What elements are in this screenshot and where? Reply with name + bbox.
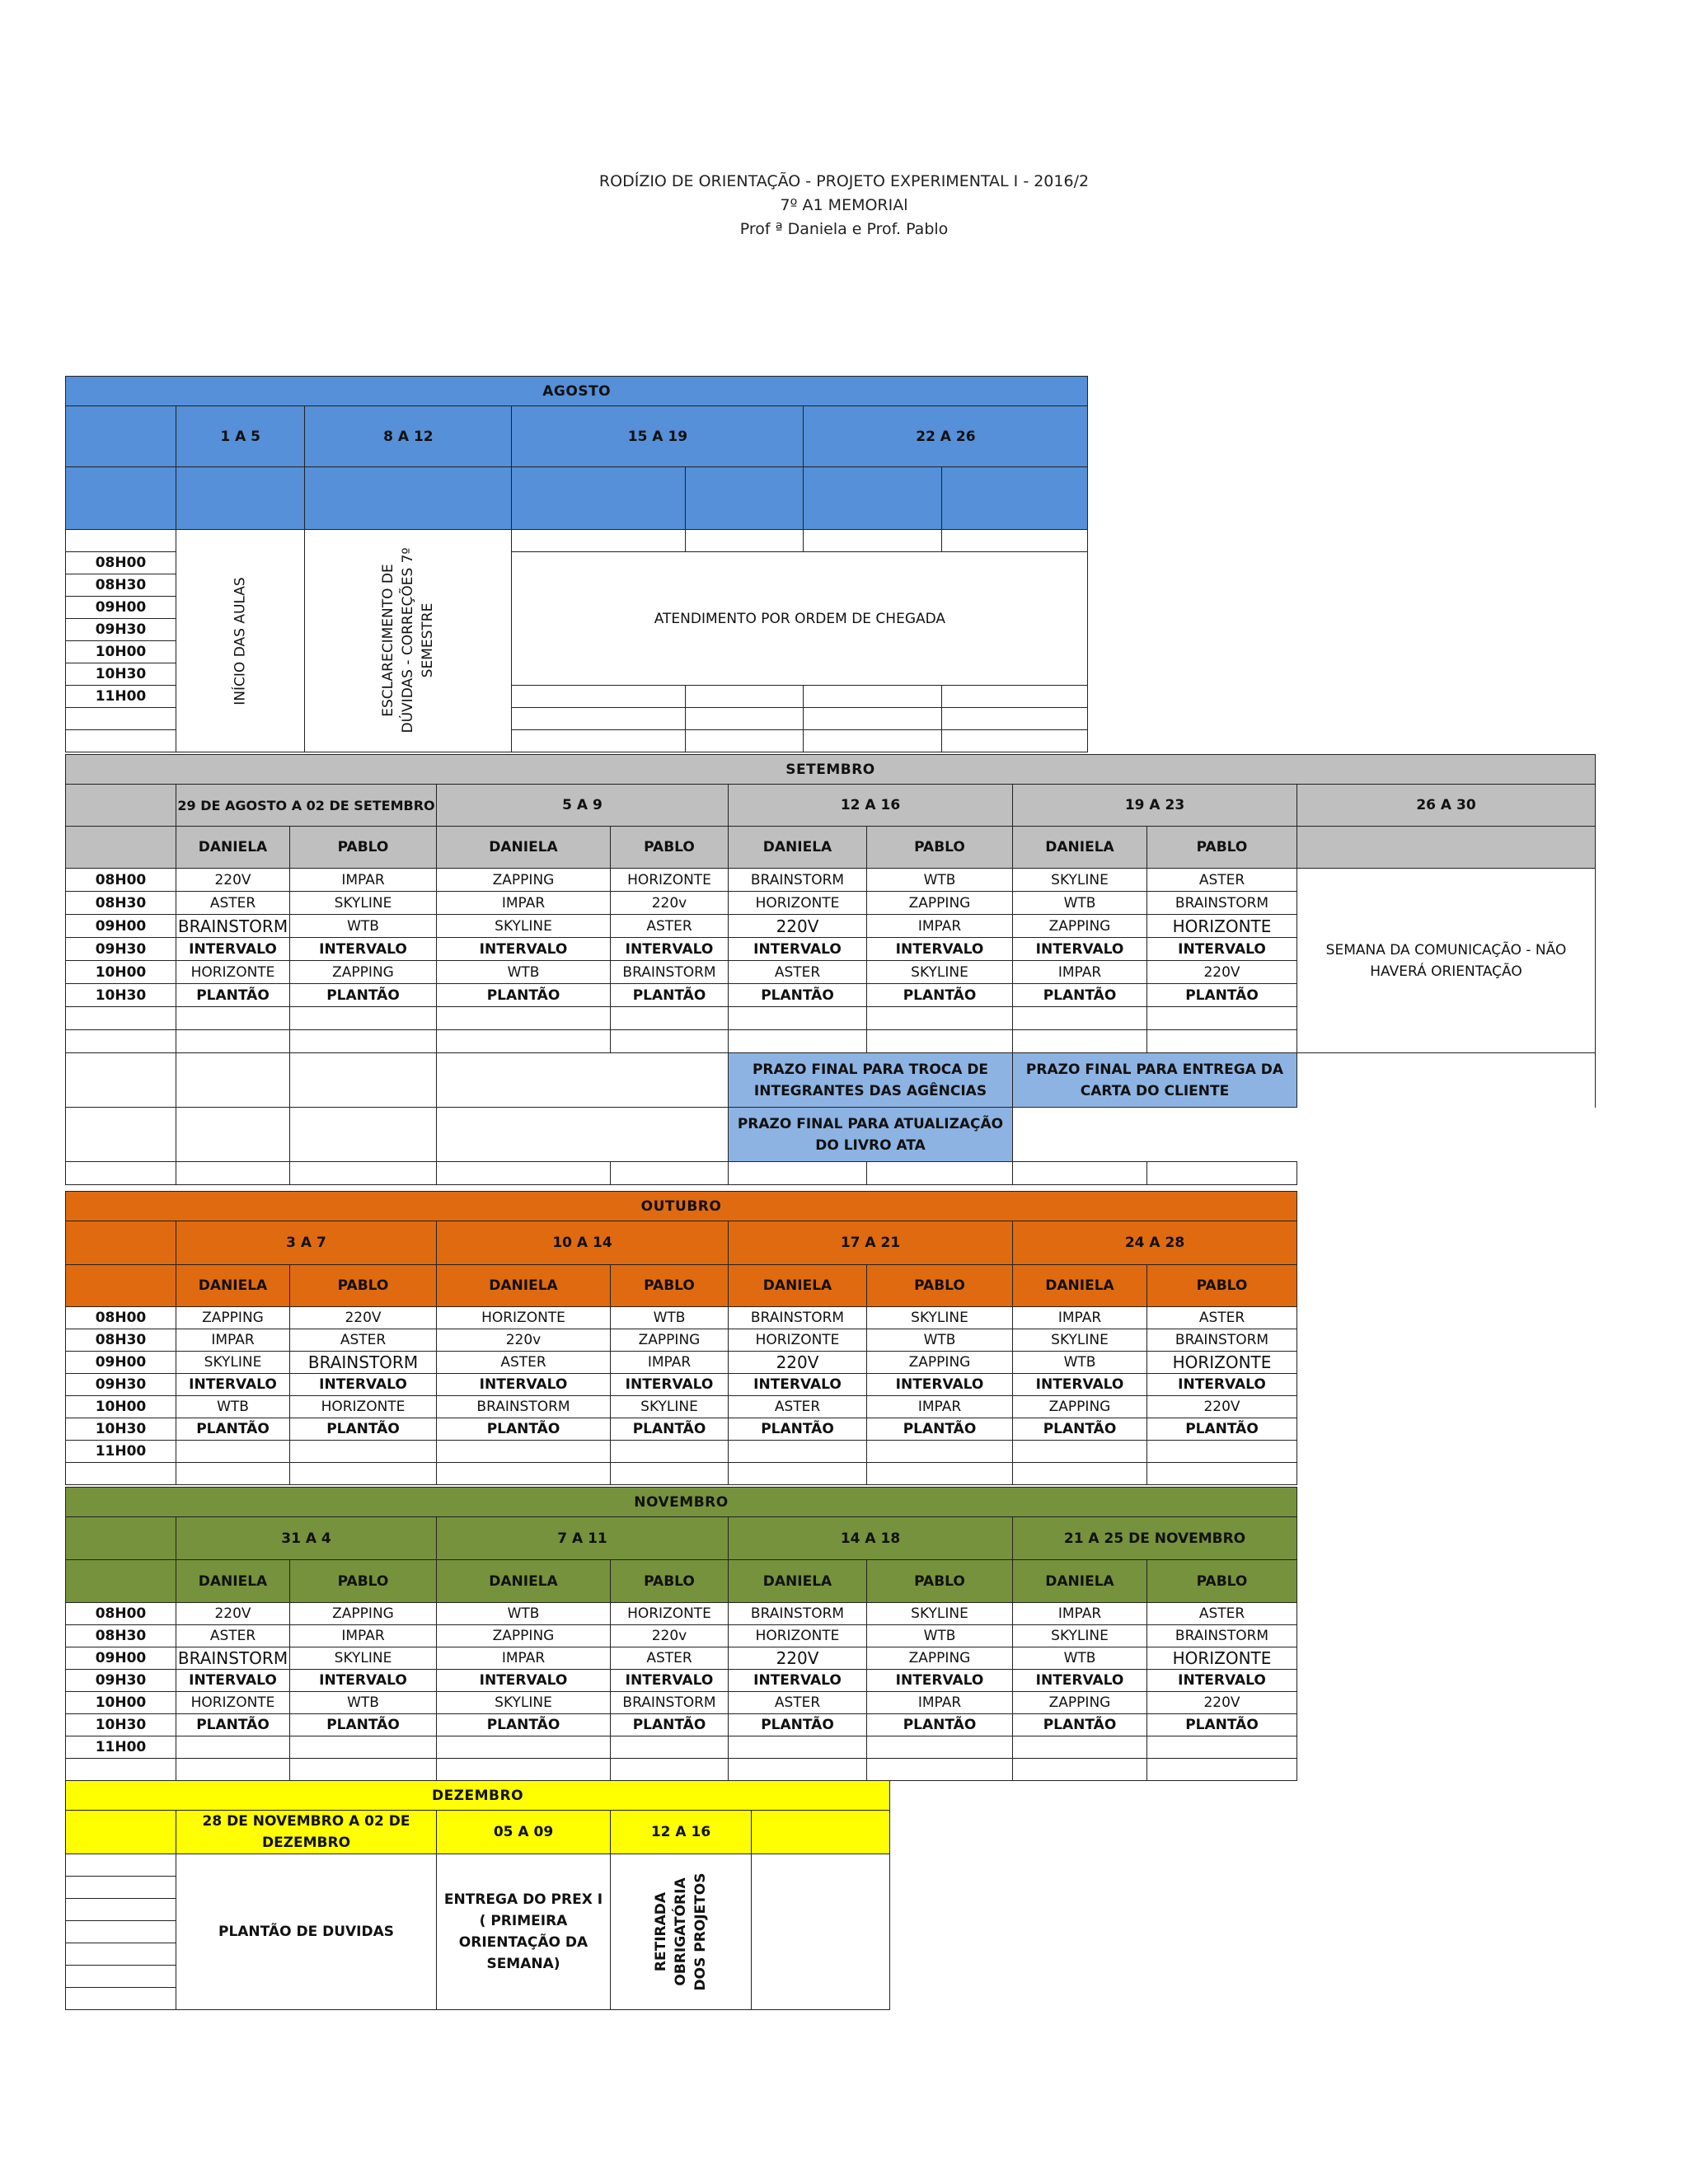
time-label: 10H00 xyxy=(66,1396,176,1418)
dezembro-month-title: DEZEMBRO xyxy=(66,1781,890,1811)
plantao-duvidas: PLANTÃO DE DUVIDAS xyxy=(176,1854,437,2010)
schedule-cell: IMPAR xyxy=(611,1352,729,1374)
schedule-cell: INTERVALO xyxy=(611,1374,729,1396)
schedule-cell: 220V xyxy=(1147,1692,1297,1714)
prof-header: PABLO xyxy=(867,827,1013,869)
novembro-month-title: NOVEMBRO xyxy=(66,1488,1297,1517)
prof-header: DANIELA xyxy=(1013,1560,1147,1603)
prof-header: DANIELA xyxy=(729,1560,867,1603)
schedule-cell: SKYLINE xyxy=(437,915,611,938)
prof-header: PABLO xyxy=(1147,1560,1297,1603)
class-name: 7º A1 MEMORIAl xyxy=(780,196,908,214)
schedule-cell: ZAPPING xyxy=(437,1625,611,1647)
schedule-cell: ZAPPING xyxy=(437,869,611,892)
prof-header: PABLO xyxy=(1147,827,1297,869)
schedule-cell: WTB xyxy=(867,869,1013,892)
schedule-cell: BRAINSTORM xyxy=(729,1603,867,1625)
semana-comunicacao: SEMANA DA COMUNICAÇÃO - NÃO HAVERÁ ORIENTAÇÃO xyxy=(1297,869,1596,1053)
schedule-cell: ASTER xyxy=(1147,869,1297,892)
schedule-cell: PLANTÃO xyxy=(729,984,867,1007)
schedule-cell: 220V xyxy=(290,1307,437,1329)
dezembro-week-2: 05 A 09 xyxy=(437,1811,611,1854)
time-label: 10H00 xyxy=(66,641,176,663)
outubro-table xyxy=(65,1191,1297,1485)
schedule-cell: BRAINSTORM xyxy=(437,1396,611,1418)
schedule-cell: WTB xyxy=(1013,1647,1147,1670)
schedule-cell: ZAPPING xyxy=(1013,915,1147,938)
schedule-cell: ASTER xyxy=(729,1692,867,1714)
schedule-cell: ZAPPING xyxy=(290,961,437,984)
novembro-table xyxy=(65,1487,1297,1781)
schedule-cell: ASTER xyxy=(437,1352,611,1374)
atendimento-cell xyxy=(512,552,1088,686)
schedule-cell: HORIZONTE xyxy=(437,1307,611,1329)
schedule-cell: PLANTÃO xyxy=(729,1714,867,1736)
schedule-cell: PLANTÃO xyxy=(867,1418,1013,1441)
schedule-cell: HORIZONTE xyxy=(176,1692,290,1714)
schedule-cell: 220V xyxy=(1147,961,1297,984)
time-label: 10H30 xyxy=(66,984,176,1007)
schedule-cell: WTB xyxy=(176,1396,290,1418)
schedule-cell: HORIZONTE xyxy=(1147,1352,1297,1374)
schedule-cell: INTERVALO xyxy=(729,938,867,961)
schedule-cell: PLANTÃO xyxy=(867,984,1013,1007)
schedule-cell: HORIZONTE xyxy=(1147,915,1297,938)
schedule-cell: HORIZONTE xyxy=(290,1396,437,1418)
schedule-cell: SKYLINE xyxy=(867,1603,1013,1625)
prof-header: PABLO xyxy=(290,1265,437,1307)
schedule-cell: HORIZONTE xyxy=(611,1603,729,1625)
outubro-week-1: 3 A 7 xyxy=(176,1221,437,1265)
schedule-cell: ASTER xyxy=(611,1647,729,1670)
time-label: 09H30 xyxy=(66,1670,176,1692)
novembro-week-3: 14 A 18 xyxy=(729,1517,1013,1560)
document-header xyxy=(0,170,1688,241)
schedule-cell: PLANTÃO xyxy=(611,1418,729,1441)
schedule-cell: ASTER xyxy=(176,1625,290,1647)
schedule-cell: IMPAR xyxy=(437,892,611,915)
schedule-cell: PLANTÃO xyxy=(1013,1418,1147,1441)
document-title: RODÍZIO DE ORIENTAÇÃO - PROJETO EXPERIMENTAL I - 2016/2 xyxy=(598,172,1090,190)
schedule-cell: PLANTÃO xyxy=(437,984,611,1007)
schedule-cell: ZAPPING xyxy=(611,1329,729,1352)
time-label: 09H00 xyxy=(66,1352,176,1374)
schedule-cell: ASTER xyxy=(1147,1307,1297,1329)
schedule-cell: INTERVALO xyxy=(1013,1374,1147,1396)
prof-header: DANIELA xyxy=(1013,1265,1147,1307)
schedule-cell: PLANTÃO xyxy=(611,984,729,1007)
schedule-cell: WTB xyxy=(290,1692,437,1714)
dezembro-table xyxy=(65,1780,890,2010)
schedule-cell: WTB xyxy=(1013,892,1147,915)
setembro-week-5: 26 A 30 xyxy=(1297,785,1596,827)
schedule-cell: SKYLINE xyxy=(611,1396,729,1418)
time-label: 11H00 xyxy=(66,686,176,708)
retirada-cell xyxy=(611,1854,752,2010)
outubro-month-title: OUTUBRO xyxy=(66,1192,1297,1221)
time-label: 09H30 xyxy=(66,1374,176,1396)
table-row xyxy=(66,1603,1297,1625)
schedule-cell: PLANTÃO xyxy=(176,1418,290,1441)
novembro-week-1: 31 A 4 xyxy=(176,1517,437,1560)
schedule-cell: INTERVALO xyxy=(176,1374,290,1396)
schedule-cell: 220v xyxy=(437,1329,611,1352)
schedule-cell: ZAPPING xyxy=(1013,1396,1147,1418)
schedule-cell: PLANTÃO xyxy=(1013,1714,1147,1736)
schedule-cell: ZAPPING xyxy=(290,1603,437,1625)
schedule-cell: SKYLINE xyxy=(1013,1625,1147,1647)
prof-header: PABLO xyxy=(867,1560,1013,1603)
schedule-cell: WTB xyxy=(611,1307,729,1329)
prazo-carta-cliente: PRAZO FINAL PARA ENTREGA DA CARTA DO CLIENTE xyxy=(1013,1053,1297,1108)
schedule-cell: BRAINSTORM xyxy=(729,1307,867,1329)
schedule-cell: ASTER xyxy=(1147,1603,1297,1625)
schedule-cell: SKYLINE xyxy=(1013,869,1147,892)
schedule-cell: INTERVALO xyxy=(867,1670,1013,1692)
prof-header: PABLO xyxy=(611,1265,729,1307)
prof-header: PABLO xyxy=(1147,1265,1297,1307)
table-row xyxy=(66,1670,1297,1692)
time-label: 10H30 xyxy=(66,663,176,686)
schedule-cell: BRAINSTORM xyxy=(611,961,729,984)
setembro-week-3: 12 A 16 xyxy=(729,785,1013,827)
schedule-cell: PLANTÃO xyxy=(290,1418,437,1441)
schedule-cell: PLANTÃO xyxy=(1013,984,1147,1007)
schedule-cell: 220v xyxy=(611,892,729,915)
prazo-troca-integrantes: PRAZO FINAL PARA TROCA DE INTEGRANTES DAS AGÊNCIAS xyxy=(729,1053,1013,1108)
table-row xyxy=(66,1692,1297,1714)
dezembro-week-1: 28 DE NOVEMBRO A 02 DE DEZEMBRO xyxy=(176,1811,437,1854)
schedule-cell: ASTER xyxy=(611,915,729,938)
schedule-cell: WTB xyxy=(437,1603,611,1625)
schedule-cell: BRAINSTORM xyxy=(290,1352,437,1374)
schedule-cell: IMPAR xyxy=(176,1329,290,1352)
schedule-cell: PLANTÃO xyxy=(290,984,437,1007)
schedule-cell: BRAINSTORM xyxy=(1147,1329,1297,1352)
time-label: 09H00 xyxy=(66,1647,176,1670)
schedule-cell: ASTER xyxy=(729,961,867,984)
professors: Prof ª Daniela e Prof. Pablo xyxy=(739,220,949,238)
schedule-cell: INTERVALO xyxy=(290,1670,437,1692)
time-label: 08H30 xyxy=(66,1625,176,1647)
schedule-cell: INTERVALO xyxy=(1147,938,1297,961)
prof-header: DANIELA xyxy=(729,1265,867,1307)
time-label: 10H00 xyxy=(66,1692,176,1714)
prof-header: PABLO xyxy=(611,827,729,869)
schedule-cell: BRAINSTORM xyxy=(1147,1625,1297,1647)
schedule-cell: INTERVALO xyxy=(1013,938,1147,961)
outubro-week-2: 10 A 14 xyxy=(437,1221,729,1265)
novembro-week-4: 21 A 25 DE NOVEMBRO xyxy=(1013,1517,1297,1560)
time-label: 10H30 xyxy=(66,1418,176,1441)
schedule-cell: WTB xyxy=(867,1329,1013,1352)
time-label: 08H30 xyxy=(66,1329,176,1352)
schedule-cell: INTERVALO xyxy=(437,938,611,961)
agosto-week-3: 15 A 19 xyxy=(512,406,804,467)
schedule-cell: 220V xyxy=(729,1352,867,1374)
time-label: 09H30 xyxy=(66,619,176,641)
schedule-cell: BRAINSTORM xyxy=(176,915,290,938)
setembro-table xyxy=(65,754,1596,1185)
schedule-cell: 220V xyxy=(1147,1396,1297,1418)
prof-header: DANIELA xyxy=(437,1265,611,1307)
schedule-cell: 220V xyxy=(176,869,290,892)
schedule-cell: WTB xyxy=(1013,1352,1147,1374)
prof-header: DANIELA xyxy=(729,827,867,869)
agosto-month-title: AGOSTO xyxy=(66,377,1088,406)
time-label: 09H00 xyxy=(66,597,176,619)
schedule-cell: INTERVALO xyxy=(1147,1374,1297,1396)
schedule-cell: INTERVALO xyxy=(867,1374,1013,1396)
esclarecimento-duvidas: ESCLARECIMENTO DE DÚVIDAS - CORREÇÕES 7º SEMESTRE xyxy=(380,547,437,733)
table-row xyxy=(66,1374,1297,1396)
schedule-cell: SKYLINE xyxy=(290,1647,437,1670)
schedule-cell: ZAPPING xyxy=(1013,1692,1147,1714)
schedule-cell: PLANTÃO xyxy=(611,1714,729,1736)
schedule-cell: 220V xyxy=(729,1647,867,1670)
schedule-cell: 220V xyxy=(729,915,867,938)
schedule-cell: HORIZONTE xyxy=(176,961,290,984)
schedule-cell: SKYLINE xyxy=(867,961,1013,984)
prof-header: DANIELA xyxy=(176,1560,290,1603)
agosto-table xyxy=(65,376,1088,752)
schedule-cell: SKYLINE xyxy=(290,892,437,915)
table-row xyxy=(66,1714,1297,1736)
schedule-cell: INTERVALO xyxy=(290,938,437,961)
schedule-cell: INTERVALO xyxy=(437,1374,611,1396)
schedule-cell: IMPAR xyxy=(867,915,1013,938)
schedule-cell: BRAINSTORM xyxy=(176,1647,290,1670)
table-row xyxy=(66,1307,1297,1329)
schedule-cell: ASTER xyxy=(729,1396,867,1418)
time-label: 08H00 xyxy=(66,869,176,892)
schedule-cell: HORIZONTE xyxy=(1147,1647,1297,1670)
time-label: 08H30 xyxy=(66,574,176,597)
schedule-cell: SKYLINE xyxy=(1013,1329,1147,1352)
schedule-cell: IMPAR xyxy=(867,1692,1013,1714)
prof-header: DANIELA xyxy=(176,827,290,869)
schedule-cell: ASTER xyxy=(176,892,290,915)
schedule-cell: INTERVALO xyxy=(437,1670,611,1692)
schedule-cell: IMPAR xyxy=(867,1396,1013,1418)
setembro-month-title: SETEMBRO xyxy=(66,755,1596,785)
schedule-cell: HORIZONTE xyxy=(729,1625,867,1647)
setembro-week-2: 5 A 9 xyxy=(437,785,729,827)
time-label: 08H30 xyxy=(66,892,176,915)
schedule-cell: INTERVALO xyxy=(867,938,1013,961)
time-label: 11H00 xyxy=(66,1736,176,1759)
table-row xyxy=(66,1418,1297,1441)
schedule-cell: ASTER xyxy=(290,1329,437,1352)
schedule-cell: INTERVALO xyxy=(611,1670,729,1692)
prof-header: PABLO xyxy=(290,1560,437,1603)
schedule-cell: ZAPPING xyxy=(867,892,1013,915)
outubro-week-3: 17 A 21 xyxy=(729,1221,1013,1265)
table-row xyxy=(66,1352,1297,1374)
schedule-cell: ZAPPING xyxy=(176,1307,290,1329)
schedule-cell: INTERVALO xyxy=(729,1374,867,1396)
schedule-cell: PLANTÃO xyxy=(290,1714,437,1736)
schedule-cell: ZAPPING xyxy=(867,1352,1013,1374)
prof-header: PABLO xyxy=(290,827,437,869)
inicio-das-aulas-cell xyxy=(176,530,305,752)
time-label: 09H30 xyxy=(66,938,176,961)
schedule-cell: SKYLINE xyxy=(867,1307,1013,1329)
schedule-cell: HORIZONTE xyxy=(729,1329,867,1352)
prof-header: PABLO xyxy=(611,1560,729,1603)
schedule-cell: IMPAR xyxy=(290,869,437,892)
schedule-cell: IMPAR xyxy=(437,1647,611,1670)
schedule-cell: PLANTÃO xyxy=(437,1714,611,1736)
prazo-livro-ata: PRAZO FINAL PARA ATUALIZAÇÃO DO LIVRO ATA xyxy=(729,1108,1013,1162)
time-label: 08H00 xyxy=(66,1603,176,1625)
schedule-cell: INTERVALO xyxy=(176,1670,290,1692)
time-label: 10H00 xyxy=(66,961,176,984)
time-label: 08H00 xyxy=(66,1307,176,1329)
atendimento-ordem-chegada: ATENDIMENTO POR ORDEM DE CHEGADA xyxy=(654,610,946,627)
schedule-cell: INTERVALO xyxy=(290,1374,437,1396)
schedule-cell: PLANTÃO xyxy=(867,1714,1013,1736)
table-row xyxy=(66,869,1596,892)
schedule-cell: HORIZONTE xyxy=(611,869,729,892)
prof-header: DANIELA xyxy=(437,827,611,869)
prof-header: DANIELA xyxy=(437,1560,611,1603)
setembro-week-1: 29 DE AGOSTO A 02 DE SETEMBRO xyxy=(176,785,437,827)
schedule-cell: PLANTÃO xyxy=(1147,1418,1297,1441)
agosto-week-2: 8 A 12 xyxy=(305,406,512,467)
schedule-cell: PLANTÃO xyxy=(1147,984,1297,1007)
table-row xyxy=(66,1647,1297,1670)
dezembro-week-3: 12 A 16 xyxy=(611,1811,752,1854)
retirada-projetos: RETIRADA OBRIGATÓRIA DOS PROJETOS xyxy=(653,1872,709,1991)
schedule-cell: 220v xyxy=(611,1625,729,1647)
schedule-cell: WTB xyxy=(290,915,437,938)
entrega-prex: ENTREGA DO PREX I ( PRIMEIRA ORIENTAÇÃO DA SEMANA) xyxy=(437,1854,611,2010)
schedule-cell: INTERVALO xyxy=(1147,1670,1297,1692)
schedule-cell: IMPAR xyxy=(1013,961,1147,984)
schedule-cell: PLANTÃO xyxy=(437,1418,611,1441)
schedule-cell: HORIZONTE xyxy=(729,892,867,915)
setembro-week-4: 19 A 23 xyxy=(1013,785,1297,827)
prof-header: DANIELA xyxy=(176,1265,290,1307)
table-row xyxy=(66,1625,1297,1647)
schedule-cell: INTERVALO xyxy=(611,938,729,961)
schedule-cell: WTB xyxy=(437,961,611,984)
agosto-week-4: 22 A 26 xyxy=(804,406,1088,467)
schedule-cell: BRAINSTORM xyxy=(729,869,867,892)
schedule-cell: ZAPPING xyxy=(867,1647,1013,1670)
schedule-cell: 220V xyxy=(176,1603,290,1625)
agosto-week-1: 1 A 5 xyxy=(176,406,305,467)
table-row xyxy=(66,1329,1297,1352)
time-label: 09H00 xyxy=(66,915,176,938)
table-row xyxy=(66,1396,1297,1418)
schedule-cell: INTERVALO xyxy=(729,1670,867,1692)
time-label: 11H00 xyxy=(66,1441,176,1463)
schedule-cell: IMPAR xyxy=(1013,1307,1147,1329)
schedule-cell: PLANTÃO xyxy=(729,1418,867,1441)
esclarecimento-cell xyxy=(305,530,512,752)
schedule-cell: WTB xyxy=(867,1625,1013,1647)
prof-header: DANIELA xyxy=(1013,827,1147,869)
schedule-cell: BRAINSTORM xyxy=(1147,892,1297,915)
schedule-cell: IMPAR xyxy=(290,1625,437,1647)
time-label: 08H00 xyxy=(66,552,176,574)
schedule-cell: SKYLINE xyxy=(437,1692,611,1714)
prof-header: PABLO xyxy=(867,1265,1013,1307)
outubro-week-4: 24 A 28 xyxy=(1013,1221,1297,1265)
schedule-cell: SKYLINE xyxy=(176,1352,290,1374)
schedule-cell: BRAINSTORM xyxy=(611,1692,729,1714)
schedule-cell: IMPAR xyxy=(1013,1603,1147,1625)
inicio-das-aulas: INÍCIO DAS AULAS xyxy=(232,576,249,705)
novembro-week-2: 7 A 11 xyxy=(437,1517,729,1560)
schedule-cell: PLANTÃO xyxy=(1147,1714,1297,1736)
time-label: 10H30 xyxy=(66,1714,176,1736)
schedule-cell: INTERVALO xyxy=(1013,1670,1147,1692)
schedule-cell: PLANTÃO xyxy=(176,1714,290,1736)
schedule-cell: INTERVALO xyxy=(176,938,290,961)
schedule-cell: PLANTÃO xyxy=(176,984,290,1007)
